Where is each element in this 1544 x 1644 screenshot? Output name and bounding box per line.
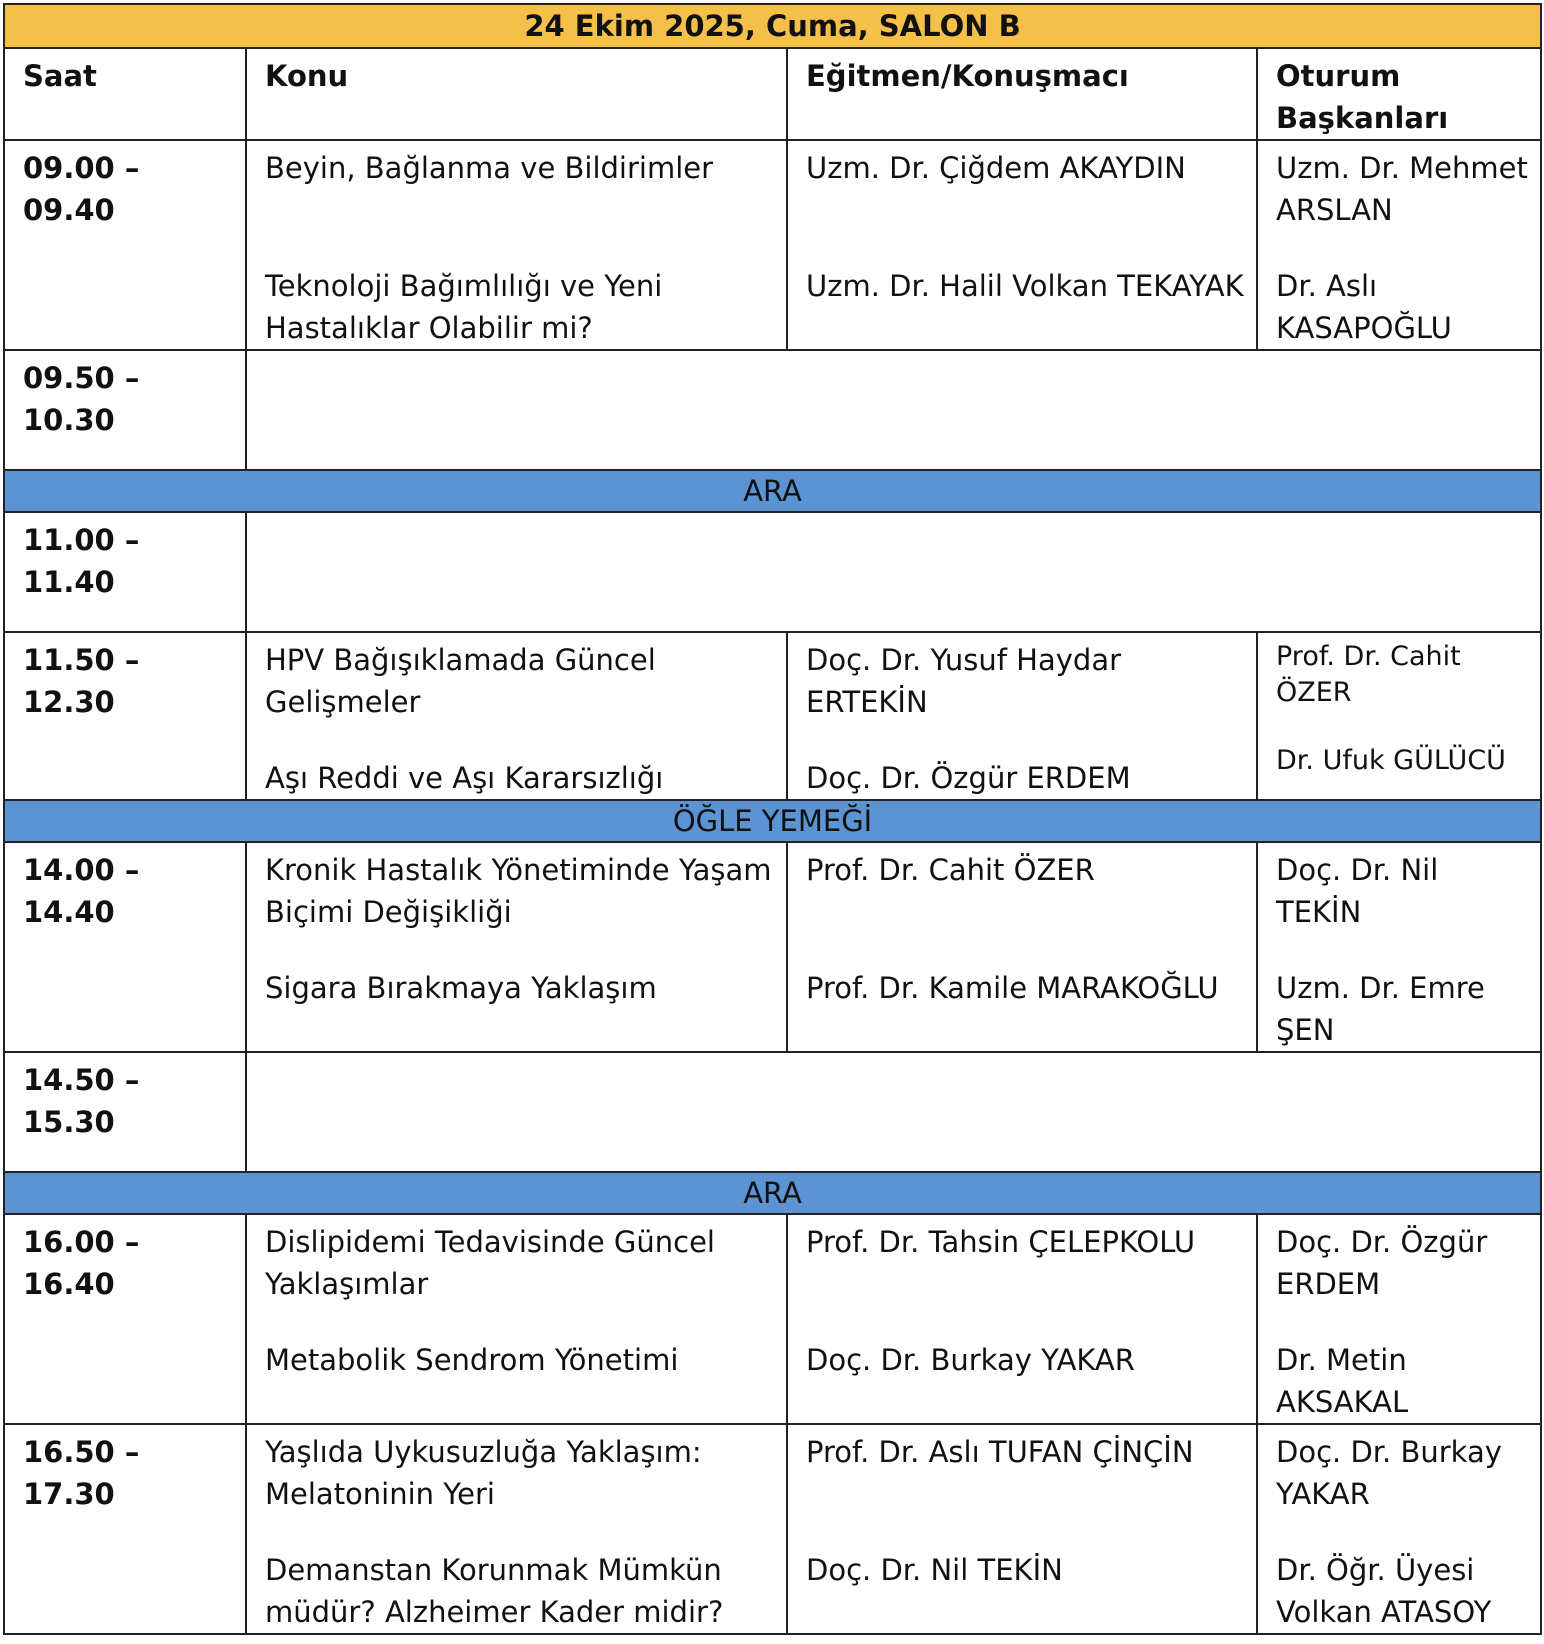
empty-session-cell [246,512,1541,632]
schedule-table [3,3,1542,1635]
session-speakers [787,140,1257,350]
session-chairs [1257,140,1541,350]
session-time: 09.50 – 10.30 [4,350,246,470]
topic: Aşı Reddi ve Aşı Kararsızlığı [265,761,664,795]
session-time: 11.00 – 11.40 [4,512,246,632]
speaker: Uzm. Dr. Halil Volkan TEKAYAK [806,269,1244,303]
chair: Doç. Dr. Nil TEKİN [1276,853,1439,929]
session-chairs [1257,1214,1541,1424]
chair: Doç. Dr. Özgür ERDEM [1276,1225,1488,1301]
chair: Dr. Aslı KASAPOĞLU [1276,269,1452,345]
session-time: 16.50 – 17.30 [4,1424,246,1634]
topic: Yaşlıda Uykusuzluğa Yaklaşım: Melatoninin Yeri [265,1435,702,1511]
topic: Demanstan Korunmak Mümkün müdür? Alzheimer Kader midir? [265,1553,724,1629]
table-row [4,1214,1541,1424]
speaker: Prof. Dr. Tahsin ÇELEPKOLU [806,1225,1196,1259]
speaker: Doç. Dr. Burkay YAKAR [806,1343,1135,1377]
topic: Dislipidemi Tedavisinde Güncel Yaklaşımlar [265,1225,715,1301]
session-topics [246,842,787,1052]
session-chairs [1257,1424,1541,1634]
header-konu: Konu [246,48,787,140]
session-speakers [787,1424,1257,1634]
session-speakers [787,1214,1257,1424]
table-row [4,512,1541,632]
session-topics [246,1214,787,1424]
break-label: ÖĞLE YEMEĞİ [4,800,1541,842]
chair: Uzm. Dr. Emre ŞEN [1276,971,1485,1047]
empty-session-cell [246,1052,1541,1172]
session-speakers [787,632,1257,800]
table-row [4,350,1541,470]
session-speakers [787,842,1257,1052]
speaker: Doç. Dr. Özgür ERDEM [806,761,1131,795]
topic: Beyin, Bağlanma ve Bildirimler [265,151,714,185]
page-title: 24 Ekim 2025, Cuma, SALON B [4,4,1541,48]
break-row [4,800,1541,842]
chair: Dr. Öğr. Üyesi Volkan ATASOY [1276,1553,1492,1629]
session-time: 09.00 – 09.40 [4,140,246,350]
speaker: Prof. Dr. Cahit ÖZER [806,853,1095,887]
empty-session-cell [246,350,1541,470]
chair: Doç. Dr. Burkay YAKAR [1276,1435,1502,1511]
topic: Sigara Bırakmaya Yaklaşım [265,971,657,1005]
chair: Dr. Metin AKSAKAL [1276,1343,1409,1419]
session-time: 14.00 – 14.40 [4,842,246,1052]
break-label: ARA [4,1172,1541,1214]
header-oturum: Oturum Başkanları [1257,48,1541,140]
break-row [4,1172,1541,1214]
session-time: 14.50 – 15.30 [4,1052,246,1172]
session-time: 11.50 – 12.30 [4,632,246,800]
header-saat: Saat [4,48,246,140]
speaker: Uzm. Dr. Çiğdem AKAYDIN [806,151,1186,185]
topic: Metabolik Sendrom Yönetimi [265,1343,679,1377]
table-row [4,1424,1541,1634]
topic: Teknoloji Bağımlılığı ve Yeni Hastalıklar Olabilir mi? [265,269,663,345]
title-row [4,4,1541,48]
break-row [4,470,1541,512]
header-egitmen: Eğitmen/Konuşmacı [787,48,1257,140]
session-chairs [1257,632,1541,800]
table-row [4,140,1541,350]
break-label: ARA [4,470,1541,512]
topic: HPV Bağışıklamada Güncel Gelişmeler [265,643,656,719]
table-row [4,632,1541,800]
speaker: Doç. Dr. Yusuf Haydar ERTEKİN [806,643,1122,719]
speaker: Prof. Dr. Kamile MARAKOĞLU [806,971,1219,1005]
speaker: Doç. Dr. Nil TEKİN [806,1553,1063,1587]
session-topics [246,1424,787,1634]
session-topics [246,140,787,350]
header-row [4,48,1541,140]
session-chairs [1257,842,1541,1052]
table-row [4,1052,1541,1172]
speaker: Prof. Dr. Aslı TUFAN ÇİNÇİN [806,1435,1194,1469]
table-row [4,842,1541,1052]
chair: Prof. Dr. Cahit ÖZER [1276,641,1461,708]
chair: Uzm. Dr. Mehmet ARSLAN [1276,151,1528,227]
topic: Kronik Hastalık Yönetiminde Yaşam Biçimi Değişikliği [265,853,772,929]
session-topics [246,632,787,800]
chair: Dr. Ufuk GÜLÜCÜ [1276,745,1506,776]
session-time: 16.00 – 16.40 [4,1214,246,1424]
